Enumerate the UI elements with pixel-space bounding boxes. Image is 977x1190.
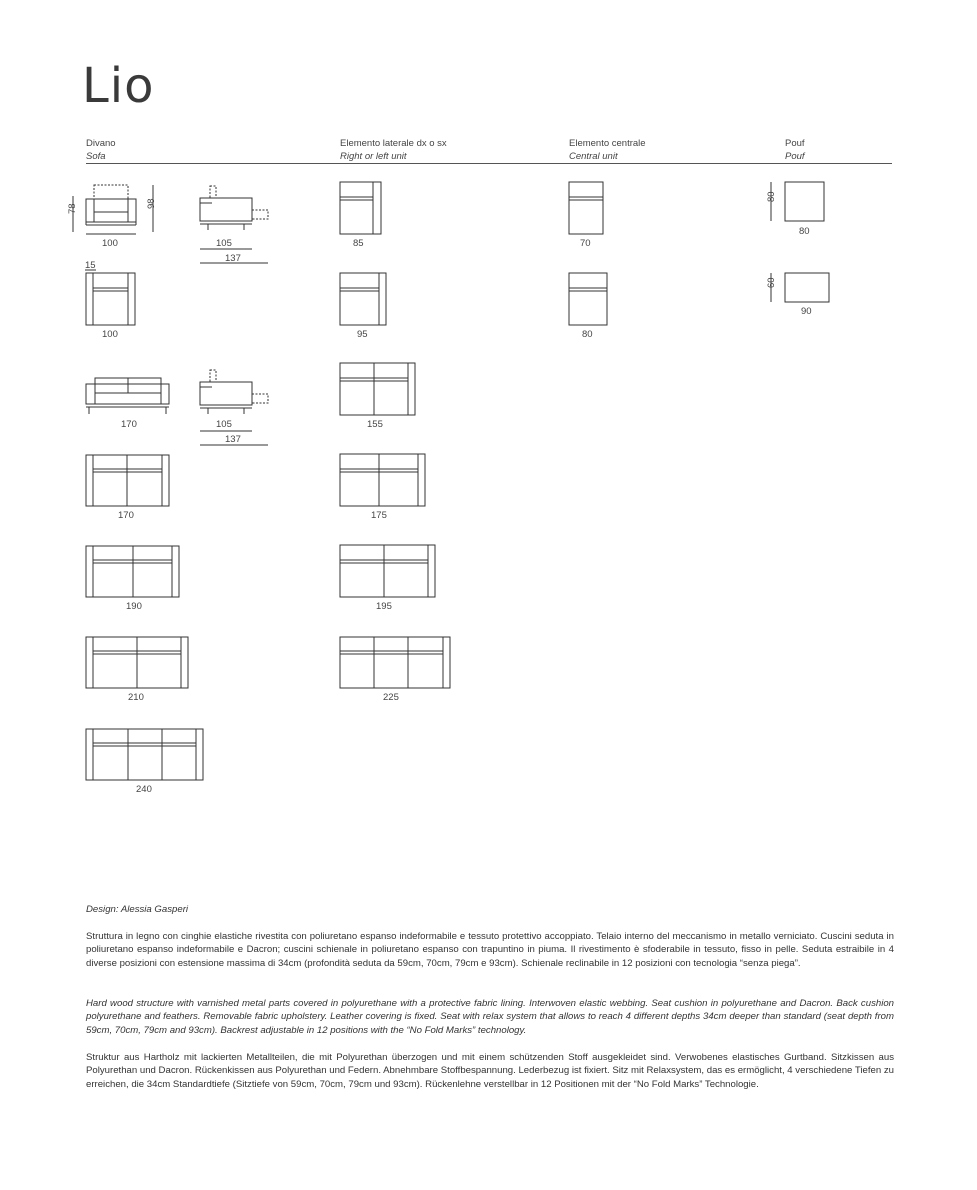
sofa-front-view (86, 378, 169, 414)
column-header-it: Elemento laterale dx o sx (340, 138, 447, 149)
page-title: Lio (82, 58, 155, 114)
designer-credit: Design: Alessia Gasperi (86, 904, 189, 915)
sofa-top-170 (86, 455, 169, 506)
dim-side-height: 98 (146, 198, 157, 209)
dim-armchair-front-width: 100 (102, 238, 118, 249)
dim-pouf-80-width: 80 (799, 226, 810, 237)
side-unit-95 (340, 273, 386, 325)
side-unit-195 (340, 545, 435, 597)
column-header-en: Right or left unit (340, 151, 407, 162)
side-unit-155 (340, 363, 415, 415)
pouf-90 (785, 273, 829, 302)
dim-sofa-190: 190 (126, 601, 142, 612)
pouf-80 (785, 182, 824, 221)
dim-sofa-240: 240 (136, 784, 152, 795)
dim-side-depth-extended: 137 (225, 253, 241, 264)
dim-pouf-90-width: 90 (801, 306, 812, 317)
dim-side-85: 85 (353, 238, 364, 249)
column-header-it: Pouf (785, 138, 805, 149)
armchair-front-view (73, 185, 153, 234)
column-header-en: Central unit (569, 151, 618, 162)
column-header-it: Elemento centrale (569, 138, 646, 149)
side-unit-175 (340, 454, 425, 506)
sofa-top-190 (86, 546, 179, 597)
column-header-en: Pouf (785, 151, 805, 162)
armchair-top-view (86, 273, 135, 325)
dim-armchair-top-width: 100 (102, 329, 118, 340)
dim-central-80: 80 (582, 329, 593, 340)
dim-sofa-side-depth-extended: 137 (225, 434, 241, 445)
description-italian: Struttura in legno con cinghie elastiche rivestita con poliuretano espanso indeformabile e tessuto protettivo accoppiato. Telaio interno del meccanismo in metallo verniciato. Cuscini seduta in poliuretano espanso indeformabile e Dacron; cuscini schienale in poliuretano espanso con trapuntino in piuma. Il rivestimento è sfoderabile in tessuto, fisso in pelle. Seduta estraibile in 4 diverse posizioni con estensione massima di 34cm (profondità seduta da 59cm, 70cm, 79cm e 93cm). Schienale reclinabile in 12 posizioni con tecnologia “senza piega”. (86, 931, 894, 969)
side-unit-85 (340, 182, 381, 234)
dim-side-155: 155 (367, 419, 383, 430)
dim-sofa-side-depth: 105 (216, 419, 232, 430)
dim-pouf-60-height: 60 (766, 277, 777, 288)
central-unit-80 (569, 273, 607, 325)
dim-front-height: 78 (67, 203, 78, 214)
sofa-top-210 (86, 637, 188, 688)
column-header-en: Sofa (86, 151, 106, 162)
dim-armrest-width: 15 (85, 260, 96, 271)
dim-side-195: 195 (376, 601, 392, 612)
sofa-top-240 (86, 729, 203, 780)
dim-sofa-170: 170 (118, 510, 134, 521)
dim-side-95: 95 (357, 329, 368, 340)
dim-sofa-210: 210 (128, 692, 144, 703)
side-unit-225 (340, 637, 450, 688)
description-german: Struktur aus Hartholz mit lackierten Metallteilen, die mit Polyurethan überzogen und mit einem schützenden Stoff ausgekleidet sind. Verwobenes elastisches Gurtband. Sitzkissen aus Polyurethan und Dacron. Rückenkissen aus Polyurethan und Federn. Abnehmbare Stoffbespannung. Lederbezug ist fixiert. Sitz mit Relaxsystem, das es ermöglicht, 4 verschiedene Tiefen zu erreichen, die 34cm Standardtiefe (Sitztiefe von 59cm, 70cm, 79cm und 93cm). Rückenlehne verstellbar in 12 Positionen mit der “No Fold Marks” Technologie. (86, 1052, 894, 1090)
dim-side-225: 225 (383, 692, 399, 703)
description-english: Hard wood structure with varnished metal parts covered in polyurethane with a protective fabric lining. Interwoven elastic webbing. Seat cushion in polyurethane and Dacron. Back cushion polyurethane and feathers. Removable fabric upholstery. Leather covering is fixed. Seat with relax system that allows to reach 4 different depths 34cm deeper than standard (seat depth from 59cm, 70cm, 79cm and 93cm). Backrest adjustable in 12 positions with the “No Fold Marks” technology. (86, 998, 894, 1036)
dim-side-depth: 105 (216, 238, 232, 249)
armchair-side-view (200, 186, 268, 263)
dim-side-175: 175 (371, 510, 387, 521)
central-unit-70 (569, 182, 603, 234)
column-header-it: Divano (86, 138, 116, 149)
dim-sofa-front-width: 170 (121, 419, 137, 430)
dim-central-70: 70 (580, 238, 591, 249)
dim-pouf-80-height: 80 (766, 191, 777, 202)
